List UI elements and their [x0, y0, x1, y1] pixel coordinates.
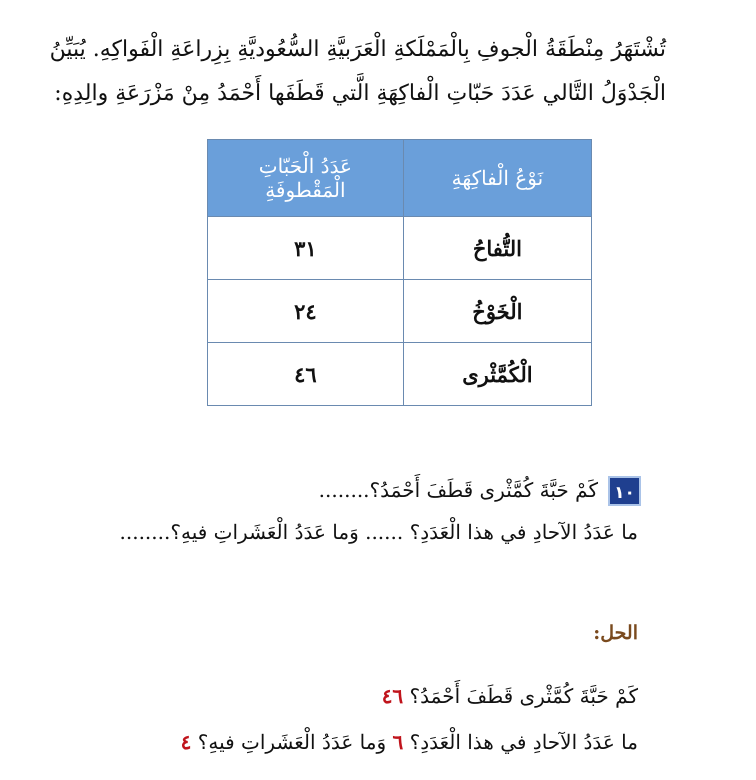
solution-q2-answer-a: ٦ — [392, 730, 404, 754]
fruit-name: الْكُمَّثْرى — [403, 343, 591, 406]
header-picked-count: عَدَدُ الْحَبّاتِ الْمَقْطوفَةِ — [208, 140, 404, 217]
fruit-count: ٣١ — [208, 217, 404, 280]
intro-paragraph — [46, 28, 666, 116]
fruit-table — [207, 139, 592, 406]
fruit-count: ٢٤ — [208, 280, 404, 343]
question-number-badge: ١٠ — [608, 476, 641, 506]
table-row — [208, 217, 592, 280]
intro-line-1: تُشْتَهَرُ مِنْطَقَةُ الْجوفِ بِالْمَمْلَكةِ الْعَرَبيَّةِ السُّعُوديَّةِ بِزِراعَةِ الْفَواكِهِ. يُبَيِّنُ — [49, 37, 666, 62]
solution-label: الحل: — [593, 622, 638, 644]
table-row — [208, 343, 592, 406]
question-line-1: كَمْ حَبَّةَ كُمَّثْرى قَطَفَ أَحْمَدُ؟........ — [318, 478, 598, 502]
solution-q1-text: كَمْ حَبَّةَ كُمَّثْرى قَطَفَ أَحْمَدُ؟ — [409, 684, 638, 708]
question-line-2: ما عَدَدُ الآحادِ في هذا الْعَدَدِ؟ ...... وَما عَدَدُ الْعَشَراتِ فيهِ؟........ — [119, 520, 638, 544]
solution-q2-text-a: ما عَدَدُ الآحادِ في هذا الْعَدَدِ؟ — [409, 730, 638, 754]
solution-line-1 — [382, 684, 638, 708]
table-row — [208, 280, 592, 343]
header-fruit-type: نَوْعُ الْفاكِهَةِ — [403, 140, 591, 217]
fruit-name: الْخَوْخُ — [403, 280, 591, 343]
solution-q2-text-b: وَما عَدَدُ الْعَشَراتِ فيهِ؟ — [197, 730, 387, 754]
solution-q1-answer: ٤٦ — [381, 684, 404, 708]
table-header-row — [208, 140, 592, 217]
solution-q2-answer-b: ٤ — [180, 730, 192, 754]
fruit-name: التُّفاحُ — [403, 217, 591, 280]
fruit-count: ٤٦ — [208, 343, 404, 406]
intro-line-2: الْجَدْوَلُ التَّالي عَدَدَ حَبّاتِ الْفاكِهَةِ الَّتي قَطَفَها أَحْمَدُ مِنْ مَزْرَعَةِ والِدِهِ: — [54, 81, 666, 106]
solution-line-2 — [181, 730, 638, 754]
